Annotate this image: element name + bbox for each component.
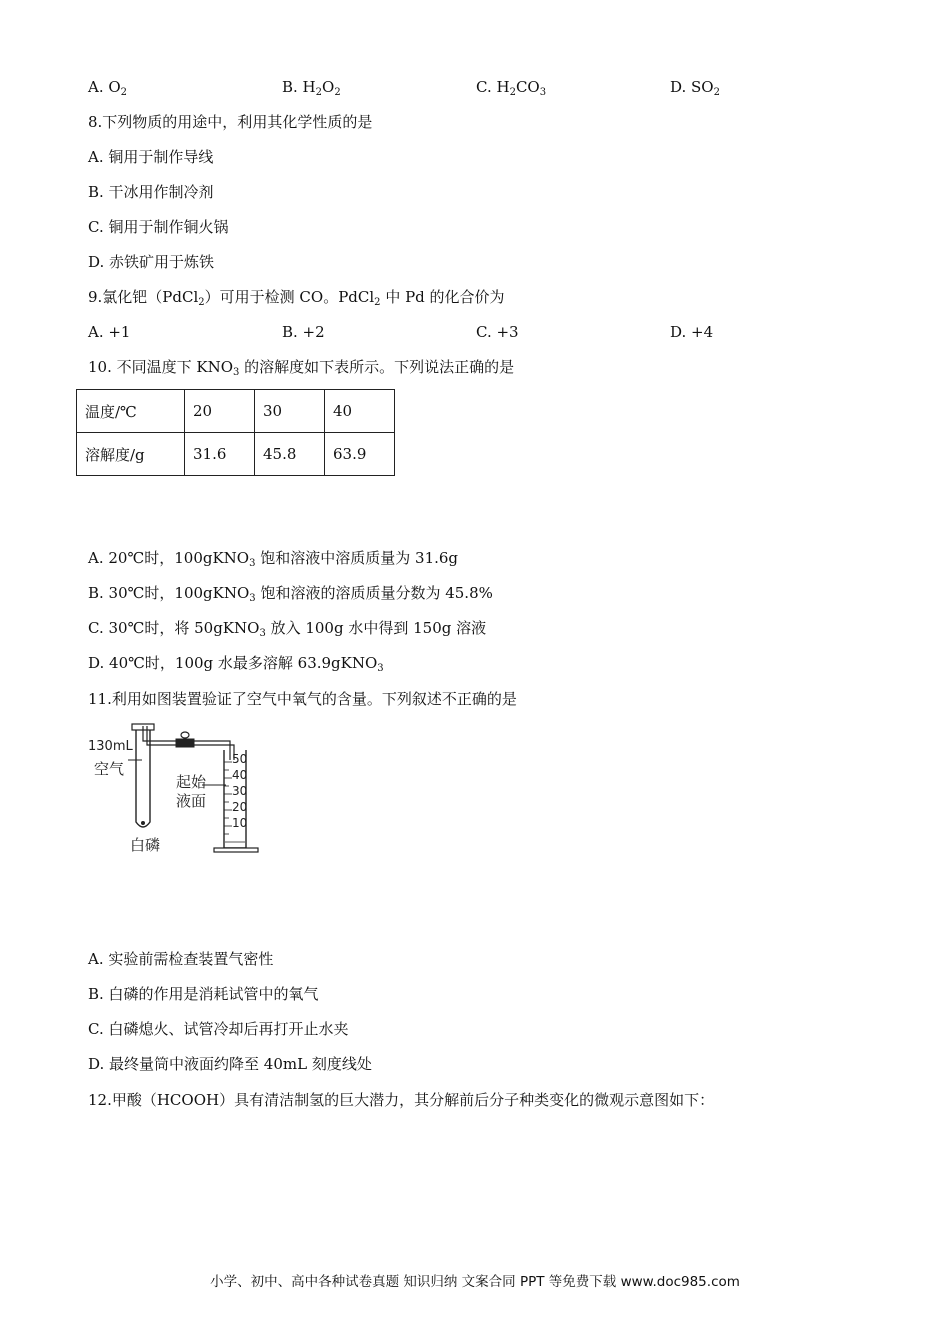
- test-tube: [136, 728, 150, 827]
- q9-stem: 9.氯化钯（PdCl$_2$）可用于检测 CO。PdCl$_2$ 中 Pd 的化合价为: [88, 288, 505, 308]
- table-row: [77, 433, 395, 476]
- q7-option-c: C. $H_2CO_3$: [476, 78, 547, 98]
- q11-option-c: C. 白磷熄火、试管冷却后再打开止水夹: [88, 1020, 349, 1038]
- scale-label: 10: [232, 816, 248, 830]
- label-start-level-2: 液面: [176, 792, 207, 810]
- q9-option-b: B. +2: [282, 323, 325, 341]
- table-cell: 31.6: [185, 433, 255, 476]
- q8-option-a: A. 铜用于制作导线: [88, 148, 214, 166]
- apparatus-figure: [86, 722, 276, 882]
- q8-stem: 8.下列物质的用途中，利用其化学性质的是: [88, 113, 373, 131]
- label-start-level-1: 起始: [176, 773, 207, 791]
- solubility-table: [76, 389, 395, 476]
- q8-option-b: B. 干冰用作制冷剂: [88, 183, 214, 201]
- q11-option-a: A. 实验前需检查装置气密性: [88, 950, 274, 968]
- scale-label: 40: [232, 768, 248, 782]
- label-air: 空气: [94, 760, 125, 778]
- q8-option-c: C. 铜用于制作铜火锅: [88, 218, 229, 236]
- table-cell: 45.8: [255, 433, 325, 476]
- q7-option-d: D. $SO_2$: [670, 78, 720, 98]
- clamp: [176, 739, 194, 747]
- table-cell: 63.9: [325, 433, 395, 476]
- label-phosphorus: 白磷: [130, 836, 161, 854]
- table-cell: 30: [255, 390, 325, 433]
- scale-label: 20: [232, 800, 248, 814]
- scale-label: 30: [232, 784, 248, 798]
- q8-option-d: D. 赤铁矿用于炼铁: [88, 253, 215, 271]
- table-cell: 温度/℃: [77, 390, 185, 433]
- q12-stem: 12.甲酸（HCOOH）具有清洁制氢的巨大潜力，其分解前后分子种类变化的微观示意图如下：: [88, 1091, 715, 1109]
- page-footer: 小学、初中、高中各种试卷真题 知识归纳 文案合同 PPT 等免费下载 www.doc985.com: [210, 1274, 740, 1290]
- q7-option-b: B. $H_2O_2$: [282, 78, 341, 98]
- q10-option-d: D. 40℃时，100g 水最多溶解 63.9gKNO$_3$: [88, 654, 384, 674]
- q11-option-b: B. 白磷的作用是消耗试管中的氧气: [88, 985, 319, 1003]
- label-volume: 130mL: [88, 739, 133, 754]
- q7-option-a: A. $O_2$: [88, 78, 128, 98]
- q9-option-d: D. +4: [670, 323, 714, 341]
- table-cell: 40: [325, 390, 395, 433]
- q11-option-d: D. 最终量筒中液面约降至 40mL 刻度线处: [88, 1055, 372, 1073]
- q11-stem: 11.利用如图装置验证了空气中氧气的含量。下列叙述不正确的是: [88, 690, 517, 708]
- table-cell: 溶解度/g: [77, 433, 185, 476]
- q10-option-a: A. 20℃时，100gKNO$_3$ 饱和溶液中溶质质量为 31.6g: [88, 549, 459, 569]
- q10-stem: 10. 不同温度下 $KNO_3$ 的溶解度如下表所示。下列说法正确的是: [88, 358, 515, 378]
- q9-option-c: C. +3: [476, 323, 519, 341]
- q9-option-a: A. +1: [88, 323, 131, 341]
- table-row: [77, 390, 395, 433]
- table-cell: 20: [185, 390, 255, 433]
- q10-option-b: B. 30℃时，100gKNO$_3$ 饱和溶液的溶质质量分数为 45.8%: [88, 584, 493, 604]
- q10-option-c: C. 30℃时，将 50gKNO$_3$ 放入 100g 水中得到 150g 溶液: [88, 619, 487, 639]
- scale-label: 50: [232, 752, 248, 766]
